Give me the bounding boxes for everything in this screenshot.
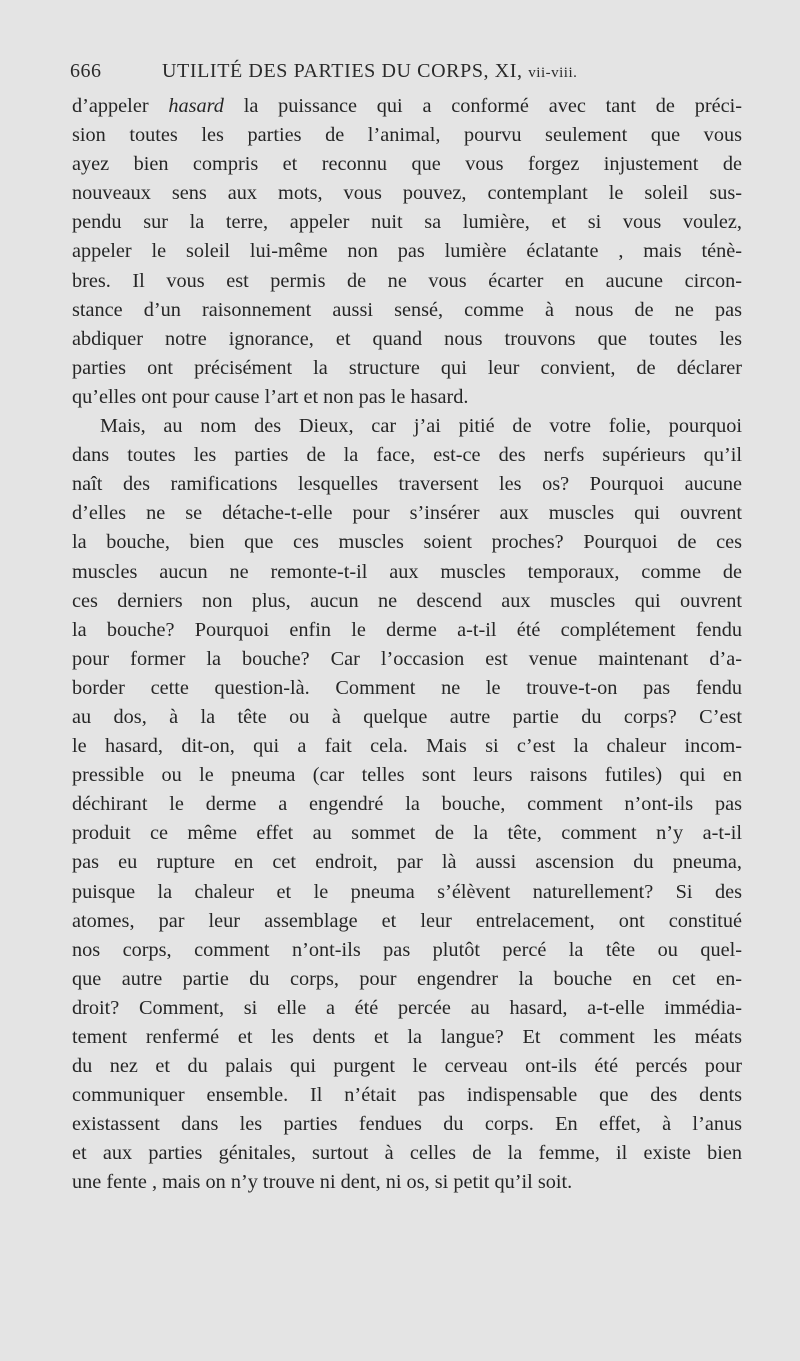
running-head-title: UTILITÉ DES PARTIES DU CORPS, XI,	[162, 60, 523, 82]
text-line: pressible ou le pneuma (car telles sont leurs raisons futiles) qui en	[72, 764, 742, 787]
text-line: tement renfermé et les dents et la langue? Et comment les méats	[72, 1026, 742, 1048]
text-line: et aux parties génitales, surtout à celles de la femme, il existe bien	[72, 1142, 742, 1165]
italic-word: hasard	[168, 95, 224, 117]
text-line: ayez bien compris et reconnu que vous forgez injustement de	[72, 153, 742, 176]
text-line: parties ont précisément la structure qui leur convient, de déclarer	[72, 356, 742, 379]
text-line: du nez et du palais qui purgent le cerveau ont-ils été percés pour	[72, 1055, 742, 1078]
text-line: la bouche? Pourquoi enfin le derme a-t-il été complétement fendu	[72, 618, 742, 641]
text-line: ces derniers non plus, aucun ne descend aux muscles qui ouvrent	[72, 589, 742, 612]
paragraph-2	[72, 412, 742, 1198]
text-line: la bouche, bien que ces muscles soient proches? Pourquoi de ces	[72, 531, 742, 554]
text-line: une fente , mais on n’y trouve ni dent, ni os, si petit qu’il soit.	[72, 1171, 573, 1194]
text-line: abdiquer notre ignorance, et quand nous trouvons que toutes les	[72, 327, 742, 350]
text-line: muscles aucun ne remonte-t-il aux muscles temporaux, comme de	[72, 560, 742, 583]
text-line-end: la puissance qui a conformé avec tant de préci-	[223, 95, 742, 117]
paragraph-1	[72, 92, 742, 412]
text-line: produit ce même effet au sommet de la tête, comment n’y a-t-il	[72, 822, 742, 845]
text-line: sion toutes les parties de l’animal, pourvu seulement que vous	[72, 124, 742, 147]
text-line	[72, 92, 742, 121]
text-line: bres. Il vous est permis de ne vous écarter en aucune circon-	[72, 269, 742, 292]
text-line: stance d’un raisonnement aussi sensé, comme à nous de ne pas	[72, 298, 742, 321]
text-line: atomes, par leur assemblage et leur entrelacement, ont constitué	[72, 909, 742, 932]
text-line: d’elles ne se détache-t-elle pour s’insérer aux muscles qui ouvrent	[72, 502, 742, 525]
text-line: qu’elles ont pour cause l’art et non pas le hasard.	[72, 385, 469, 408]
body-text	[72, 92, 742, 1198]
text-line: naît des ramifications lesquelles traversent les os? Pourquoi aucune	[72, 473, 742, 496]
text-line: nouveaux sens aux mots, vous pouvez, contemplant le soleil sus-	[72, 182, 742, 205]
text-line: pas eu rupture en cet endroit, par là aussi ascension du pneuma,	[72, 851, 742, 874]
page-header	[68, 60, 736, 90]
page-number: 666	[70, 60, 102, 82]
text-line: que autre partie du corps, pour engendrer la bouche en cet en-	[72, 967, 742, 990]
text-line: puisque la chaleur et le pneuma s’élèvent naturellement? Si des	[72, 880, 742, 903]
text-line: pendu sur la terre, appeler nuit sa lumière, et si vous voulez,	[72, 211, 742, 234]
text-line: nos corps, comment n’ont-ils pas plutôt percé la tête ou quel-	[72, 938, 742, 961]
text-line: border cette question-là. Comment ne le trouve-t-on pas fendu	[72, 676, 742, 699]
section-reference: vii-viii.	[528, 65, 578, 81]
running-head	[162, 60, 577, 83]
text-line: appeler le soleil lui-même non pas lumière éclatante , mais ténè-	[72, 240, 742, 263]
text-line: existassent dans les parties fendues du corps. En effet, à l’anus	[72, 1113, 742, 1136]
text-line: Mais, au nom des Dieux, car j’ai pitié de votre folie, pourquoi	[100, 415, 742, 438]
text-line: pour former la bouche? Car l’occasion est venue maintenant d’a-	[72, 647, 742, 670]
text-line: déchirant le derme a engendré la bouche, comment n’ont-ils pas	[72, 793, 742, 816]
text-line: dans toutes les parties de la face, est-ce des nerfs supérieurs qu’il	[72, 444, 742, 467]
text-line: au dos, à la tête ou à quelque autre partie du corps? C’est	[72, 705, 742, 728]
text-line: droit? Comment, si elle a été percée au hasard, a-t-elle immédia-	[72, 996, 742, 1019]
text-line: communiquer ensemble. Il n’était pas indispensable que des dents	[72, 1084, 742, 1107]
text-line: le hasard, dit-on, qui a fait cela. Mais si c’est la chaleur incom-	[72, 735, 742, 758]
text-line-start: d’appeler	[72, 95, 169, 117]
